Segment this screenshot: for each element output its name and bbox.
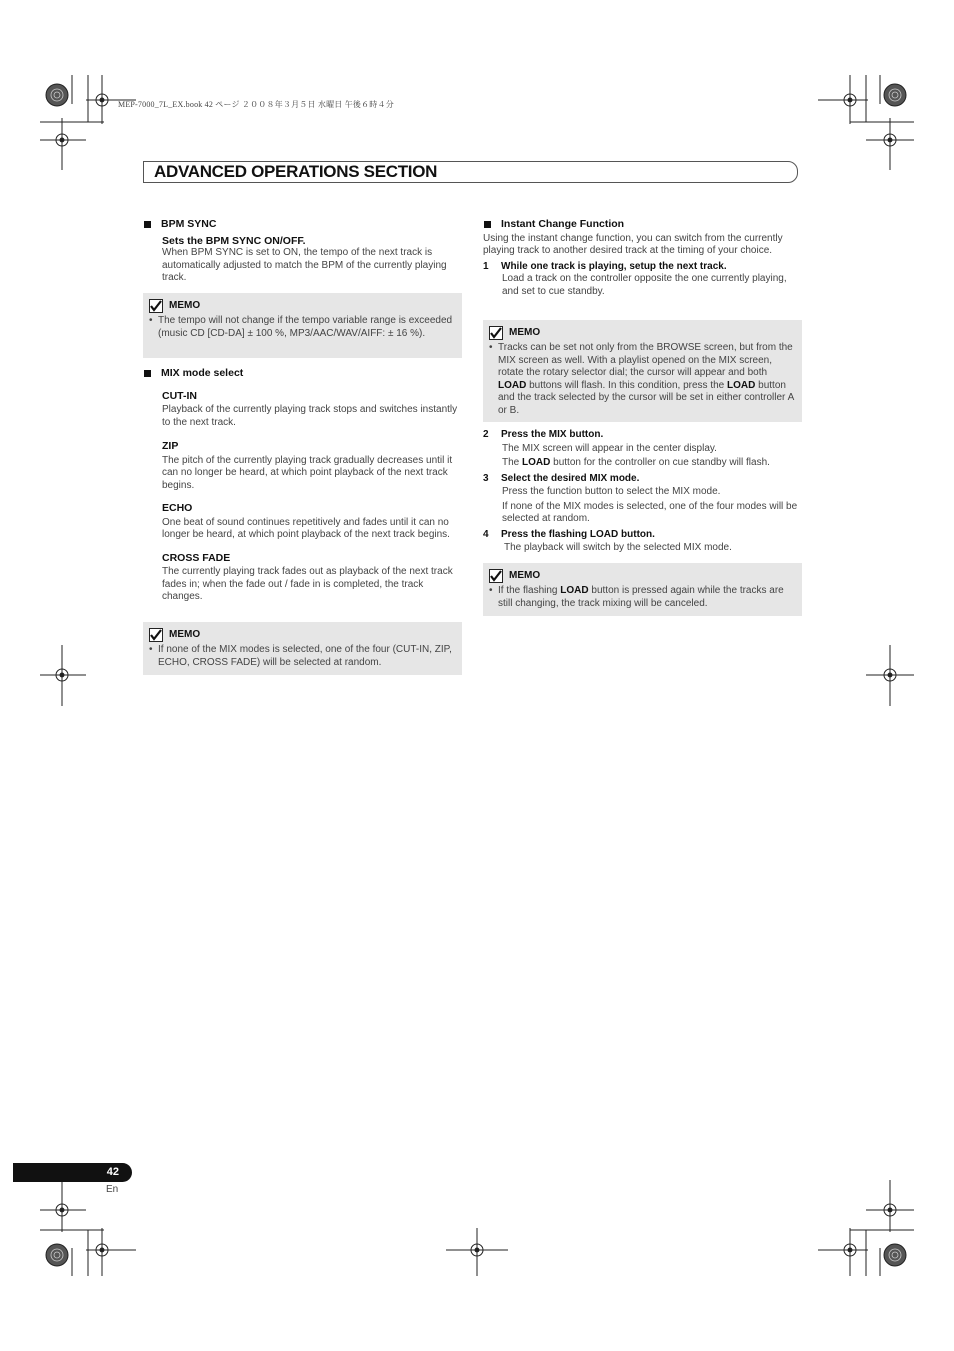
memo-label: MEMO [509,569,541,581]
step-4 [483,529,802,542]
memo-bullet: • Tracks can be set not only from the BROWSE screen, but from the MIX screen as well. With a playlist opened on the MIX screen, rotate the rotary selector dial; the cursor will appear and both LOAD buttons will flash. In this condition, press the LOAD button and the track selected by the cursor will be set in either controller A or B. [489,342,794,416]
memo-bullet: • The tempo will not change if the tempo variable range is exceeded (music CD [CD-DA] ± 100 %, MP3/AAC/WAV/AIFF: ± 16 %). [149,315,453,339]
bullet-dot-icon: • [489,342,493,353]
bpm-sync-text: When BPM SYNC is set to ON, the tempo of the next track is automatically adjusted to match the BPM of the currently playing track. [162,247,447,283]
step-label: Select the desired MIX mode. [501,472,640,484]
step-2-text-2: The LOAD button for the controller on cue standby will flash. [502,457,770,468]
checkmark-icon [149,299,163,313]
square-bullet-icon [144,221,151,228]
memo-label: MEMO [169,299,201,311]
step-2-text-1: The MIX screen will appear in the center display. [502,442,717,454]
section-title: ADVANCED OPERATIONS SECTION [154,162,438,181]
bullet-dot-icon: • [489,585,493,596]
memo-box-cancel [483,563,802,616]
bullet-dot-icon: • [149,315,153,326]
book-metadata: MEP-7000_7L_EX.book 42 ページ ２００８年３月５日 水曜日 午後６時４分 [118,100,394,109]
step-number: 4 [483,528,489,540]
step-label: While one track is playing, setup the next track. [501,260,727,272]
checkmark-icon [489,326,503,340]
cross-fade-text: The currently playing track fades out as playback of the next track fades in; when the fade out / fade in is completed, the track changes. [162,566,453,602]
cut-in-title: CUT-IN [162,389,197,402]
step-number: 2 [483,429,489,440]
step-label: Press the MIX button. [501,429,604,440]
memo-bullet: • If the flashing LOAD button is pressed again while the tracks are still changing, the track mixing will be canceled. [489,585,784,609]
instant-change-section [483,218,802,298]
bpm-sync-section [143,218,462,285]
memo-label: MEMO [509,326,541,338]
memo-box-tempo [143,293,462,358]
instant-change-text: Using the instant change function, you can switch from the currently playing track to another desired track at the timing of your choice. [483,232,783,256]
step-1-text: Load a track on the controller opposite the one currently playing, and set to cue standby. [502,273,787,297]
step-number: 3 [483,472,489,484]
page-number: 42 [106,1166,119,1178]
step-number: 1 [483,260,489,272]
instant-change-heading: Instant Change Function [483,218,802,231]
step-3-text-2: If none of the MIX modes is selected, one of the four modes will be selected at random. [502,500,798,524]
cross-fade-title: CROSS FADE [162,551,231,564]
zip-text: The pitch of the currently playing track gradually decreases until it can no longer be heard, at which point playback of the next track begins. [162,454,453,491]
square-bullet-icon [484,221,491,228]
step-3 [483,473,802,486]
bpm-sync-subheading: Sets the BPM SYNC ON/OFF. [162,234,306,247]
checkmark-icon [149,628,163,642]
mix-mode-heading: MIX mode select [143,367,462,380]
step-2 [483,429,802,442]
step-3-text-1: Press the function button to select the MIX mode. [502,486,721,497]
bpm-sync-heading: BPM SYNC [143,218,462,231]
memo-box-load [483,320,802,422]
mix-mode-section [143,367,462,604]
steps-2-4 [483,429,802,555]
cut-in-text: Playback of the currently playing track stops and switches instantly to the next track. [162,404,458,428]
memo-bullet: • If none of the MIX modes is selected, one of the four (CUT-IN, ZIP, ECHO, CROSS FADE) will be selected at random. [149,644,452,668]
echo-text: One beat of sound continues repetitively and fades until it can no longer be heard, at which point playback of the next track begins. [162,516,450,540]
square-bullet-icon [144,370,151,377]
step-4-text: The playback will switch by the selected MIX mode. [504,542,732,553]
checkmark-icon [489,569,503,583]
zip-title: ZIP [162,440,179,452]
echo-title: ECHO [162,502,193,514]
bullet-dot-icon: • [149,644,153,655]
memo-box-mix-random [143,622,462,675]
page-language: En [106,1184,119,1195]
step-label: Press the flashing LOAD button. [501,528,655,540]
step-1 [483,261,802,274]
memo-label: MEMO [169,628,201,640]
